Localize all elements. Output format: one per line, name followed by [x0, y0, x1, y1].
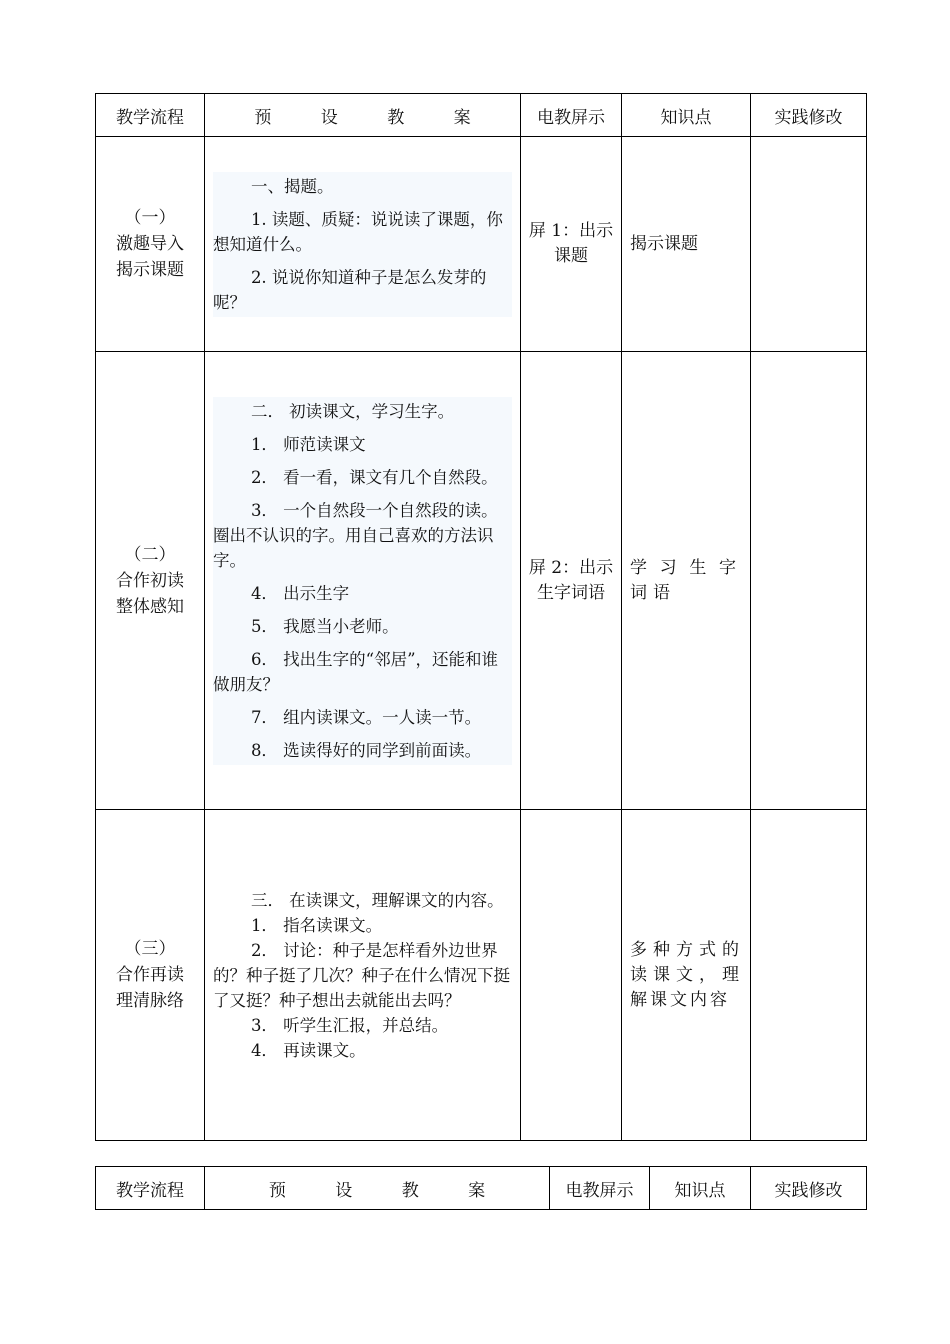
header-screen: 电教屏示: [521, 94, 622, 137]
plan-cell: [205, 137, 521, 352]
stage-number: （一）: [124, 208, 176, 228]
header-process: 教学流程: [96, 94, 205, 137]
header-knowledge: 知识点: [622, 94, 751, 137]
stage-title-line1: 激趣导入: [116, 234, 184, 254]
stage-cell: [96, 352, 205, 810]
lesson-plan-table: [95, 93, 867, 1141]
plan-line: 1． 指名读课文。: [250, 915, 383, 935]
revision-cell: [751, 137, 867, 352]
stage-title-line2: 揭示课题: [116, 260, 184, 280]
stage-title-line1: 合作再读: [116, 965, 184, 985]
plan-cell: [205, 810, 521, 1141]
plan-text: [213, 397, 512, 765]
plan-text: [213, 172, 512, 317]
table-header-row: [96, 1167, 867, 1210]
plan-text: [213, 888, 512, 1063]
stage-number: （二）: [124, 544, 176, 565]
header-knowledge: 知识点: [650, 1167, 751, 1210]
plan-line: 1． 师范读课文: [250, 434, 366, 454]
stage-title-line2: 理清脉络: [116, 991, 184, 1011]
table-row: [96, 137, 867, 352]
plan-line: 1. 读题、质疑：说说读了课题，你想知道什么。: [213, 209, 503, 254]
stage-cell: [96, 810, 205, 1141]
stage-title-line2: 整体感知: [116, 596, 184, 617]
plan-line: 一、揭题。: [250, 176, 334, 196]
knowledge-cell: 揭示课题: [622, 137, 751, 352]
plan-line: 2. 说说你知道种子是怎么发芽的呢？: [213, 267, 487, 312]
plan-line: 3． 一个自然段一个自然段的读。圈出不认识的字。用自己喜欢的方法识字。: [213, 500, 498, 570]
knowledge-cell: 学习生字词语: [622, 352, 751, 810]
header-screen: 电教屏示: [550, 1167, 650, 1210]
plan-line: 三． 在读课文，理解课文的内容。: [250, 890, 504, 910]
plan-line: 3． 听学生汇报，并总结。: [250, 1015, 449, 1035]
stage-title-line1: 合作初读: [116, 570, 184, 591]
plan-line: 6． 找出生字的“邻居”，还能和谁做朋友？: [213, 649, 499, 694]
revision-cell: [751, 810, 867, 1141]
knowledge-cell: 多种方式的读课文，理解课文内容: [622, 810, 751, 1141]
plan-line: 4． 出示生字: [250, 583, 350, 603]
screen-cell: 屏 2：出示生字词语: [521, 352, 622, 810]
revision-cell: [751, 352, 867, 810]
screen-cell: [521, 810, 622, 1141]
plan-line: 2． 看一看，课文有几个自然段。: [250, 467, 498, 487]
table-row: [96, 810, 867, 1141]
stage-number: （三）: [124, 939, 176, 959]
lesson-plan-table-continued: [95, 1166, 867, 1210]
table-row: [96, 352, 867, 810]
header-process: 教学流程: [96, 1167, 205, 1210]
plan-line: 2． 讨论：种子是怎样看外边世界的？种子挺了几次？种子在什么情况下挺了又挺？种子想出去就能出去吗？: [213, 940, 510, 1010]
header-revision: 实践修改: [751, 1167, 867, 1210]
screen-cell: 屏 1：出示课题: [521, 137, 622, 352]
plan-cell: [205, 352, 521, 810]
header-plan: 预 设 教 案: [205, 94, 521, 137]
plan-line: 7． 组内读课文。一人读一节。: [250, 707, 482, 727]
stage-cell: [96, 137, 205, 352]
plan-line: 8． 选读得好的同学到前面读。: [250, 740, 482, 760]
plan-line: 4． 再读课文。: [250, 1040, 366, 1060]
header-revision: 实践修改: [751, 94, 867, 137]
plan-line: 二． 初读课文，学习生字。: [250, 401, 455, 421]
table-header-row: [96, 94, 867, 137]
header-plan: 预 设 教 案: [205, 1167, 550, 1210]
plan-line: 5． 我愿当小老师。: [250, 616, 399, 636]
